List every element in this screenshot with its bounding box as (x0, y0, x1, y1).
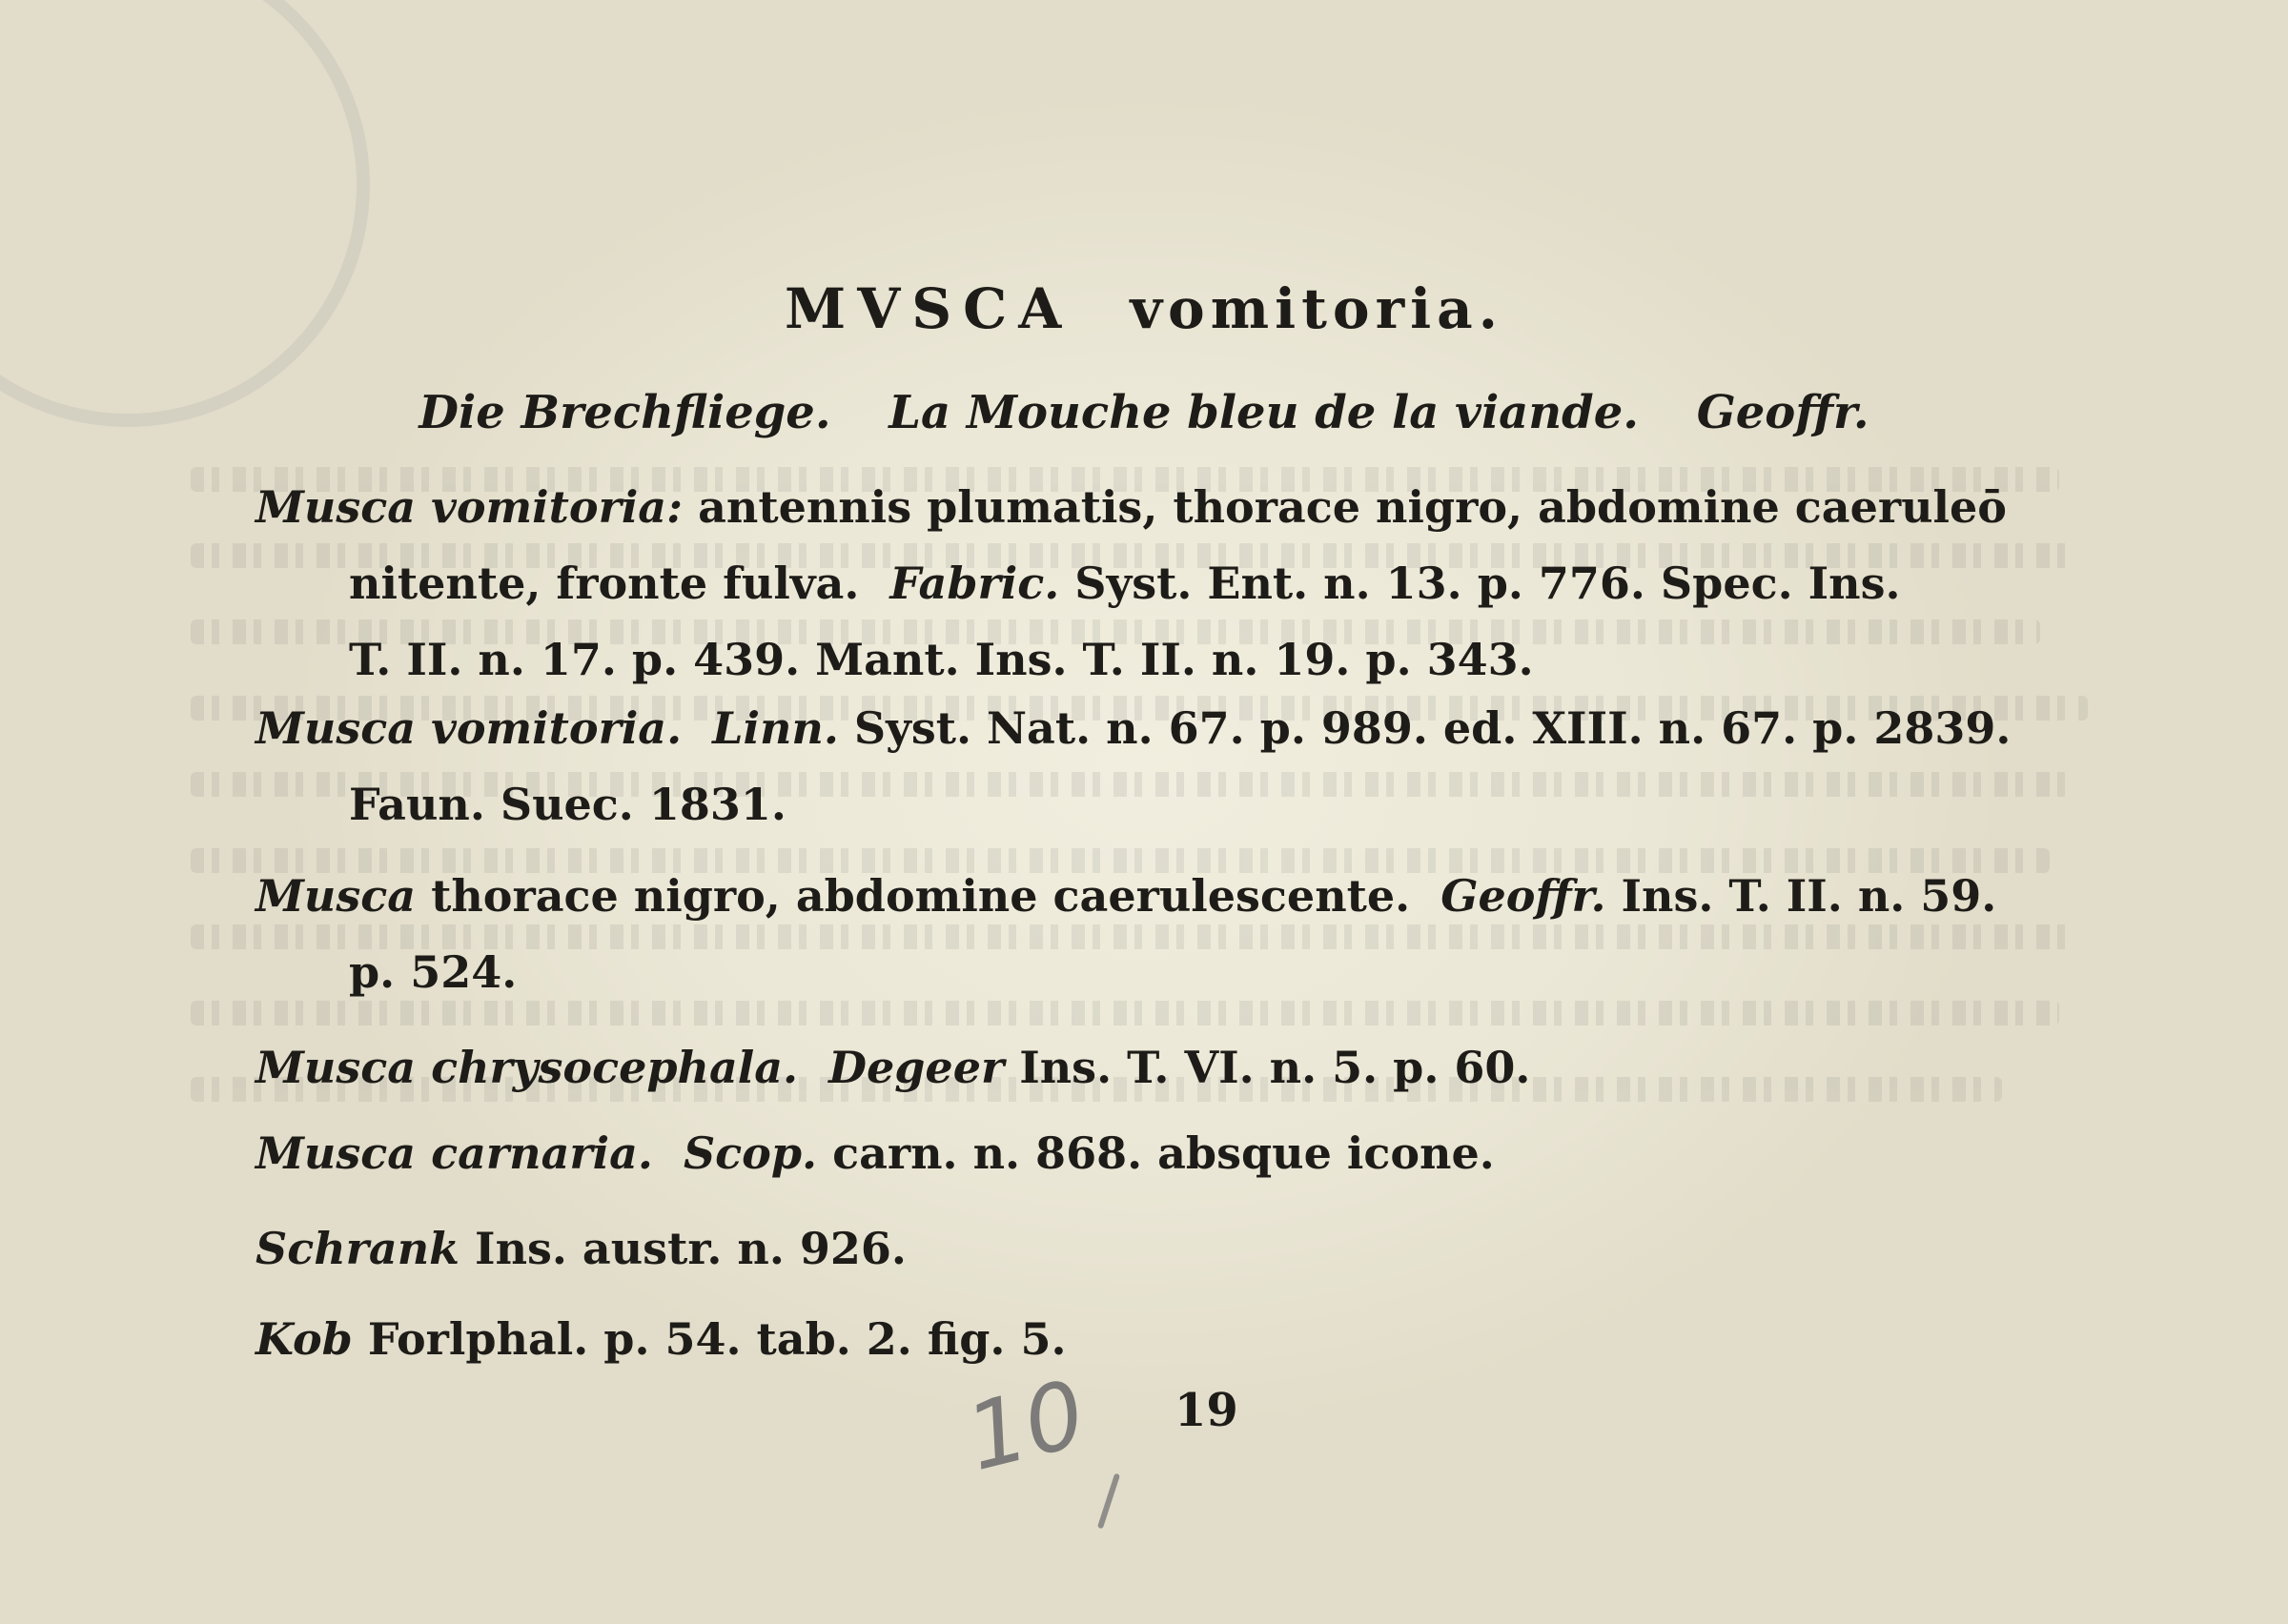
pencil-annotation: 10 (956, 1359, 1095, 1492)
synonym-entry-1 (255, 469, 2153, 698)
entry-name: Musca (255, 870, 417, 922)
entry-text: Ins. austr. n. 926. (475, 1223, 907, 1274)
entry-text: nitente, fronte fulva. (349, 558, 860, 609)
synonym-entry-5 (255, 1115, 2153, 1191)
entry-text: Syst. Nat. n. 67. p. 989. ed. XIII. n. 67. p. 2839. (853, 702, 2012, 754)
entry-text: Ins. T. VI. n. 5. p. 60. (1019, 1042, 1531, 1093)
synonym-entry-6 (255, 1210, 2153, 1287)
entry-name: Musca carnaria. (255, 1127, 653, 1179)
entry-author: Linn. (712, 702, 839, 754)
entry-author: Scop. (683, 1127, 818, 1179)
entry-text: p. 524. (349, 946, 518, 998)
entry-text: thorace nigro, abdomine caerulescente. (431, 870, 1411, 922)
title-species: vomitoria. (1130, 276, 1503, 341)
entry-name: Musca vomitoria: (255, 481, 684, 533)
synonym-entry-4 (255, 1029, 2153, 1106)
entry-author: Fabric. (889, 558, 1060, 609)
entry-text: Ins. T. II. n. 59. (1621, 870, 1997, 922)
entry-text: Faun. Suec. 1831. (349, 779, 786, 830)
french-name-author: Geoffr. (1696, 386, 1869, 439)
synonym-entry-2 (255, 690, 2153, 842)
entry-author: Degeer (828, 1042, 1005, 1093)
faded-stamp (0, 0, 370, 427)
entry-text: Syst. Ent. n. 13. p. 776. Spec. Ins. (1074, 558, 1901, 609)
entry-text: carn. n. 868. absque icone. (832, 1127, 1495, 1179)
pencil-mark (1097, 1473, 1120, 1530)
entry-name: Musca vomitoria. (255, 702, 683, 754)
entry-author: Schrank (255, 1223, 460, 1274)
page-number: 19 (1175, 1384, 1238, 1437)
german-name: Die Brechfliege. (419, 386, 831, 439)
synonym-entry-3 (255, 858, 2153, 1010)
entry-name: Musca chrysocephala. (255, 1042, 799, 1093)
entry-text: Forlphal. p. 54. tab. 2. fig. 5. (367, 1313, 1067, 1365)
entry-author: Kob (255, 1313, 353, 1365)
page-title (0, 276, 2288, 341)
entry-author: Geoffr. (1440, 870, 1606, 922)
title-genus: MVSCA (785, 276, 1073, 341)
french-name: La Mouche bleu de la viande. (889, 386, 1639, 439)
entry-text: antennis plumatis, thorace nigro, abdomine caeruleō (698, 481, 2007, 533)
entry-text: T. II. n. 17. p. 439. Mant. Ins. T. II. n. 19. p. 343. (349, 634, 1534, 685)
synonym-entry-7 (255, 1301, 2153, 1377)
common-names (0, 386, 2288, 439)
